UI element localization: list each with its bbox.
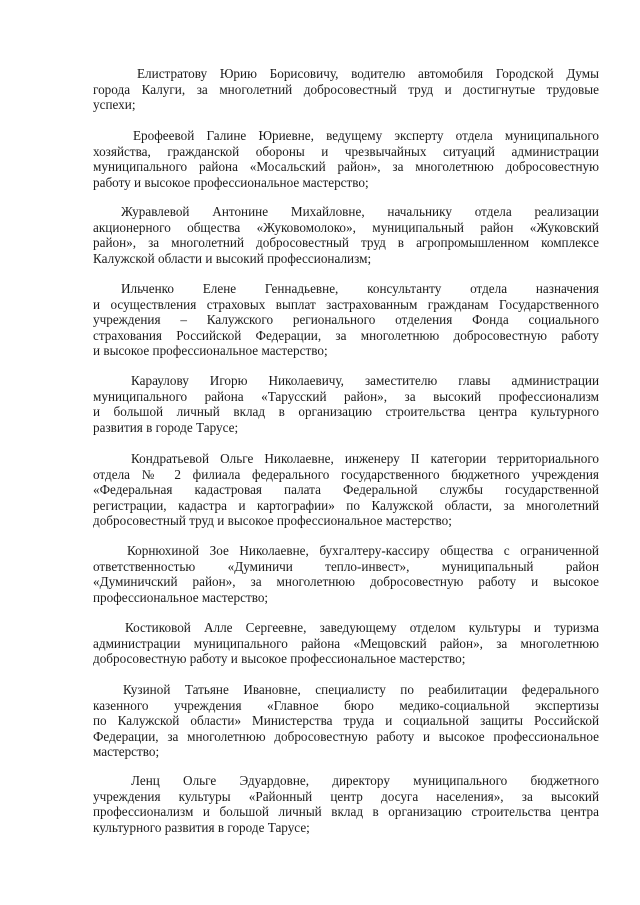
paragraph-line: Федерации, за многолетнюю добросовестную работу и высокое профессиональное bbox=[93, 728, 599, 744]
paragraph-line: культурного развития в городе Тарусе; bbox=[93, 819, 310, 835]
paragraph-line: страхования Российской Федерации, за многолетнюю добросовестную работу bbox=[93, 327, 599, 343]
paragraph-line: ответственностью «Думиничи тепло-инвест», муниципальный район bbox=[93, 558, 599, 574]
award-paragraph-kostikova bbox=[93, 620, 599, 667]
paragraph-line: казенного учреждения «Главное бюро медико-социальной экспертизы bbox=[93, 697, 599, 713]
paragraph-line: Ленц Ольге Эдуардовне, директору муниципального бюджетного bbox=[131, 773, 599, 788]
paragraph-line: добросовестный труд и высокое профессиональное мастерство; bbox=[93, 513, 452, 529]
award-paragraph-zhuravleva bbox=[93, 204, 599, 266]
paragraph-line: Кузиной Татьяне Ивановне, специалисту по реабилитации федерального bbox=[123, 682, 599, 697]
paragraph-line: Журавлевой Антонине Михайловне, начальнику отдела реализации bbox=[121, 204, 599, 219]
award-paragraph-elistratov bbox=[93, 66, 599, 113]
paragraph-line: учреждения – Калужского регионального отделения Фонда социального bbox=[93, 312, 599, 328]
paragraph-line: Калужской области и высокий профессионализм; bbox=[93, 250, 372, 266]
paragraph-line: акционерного общества «Жуковомолоко», муниципальный район «Жуковский bbox=[93, 219, 599, 235]
paragraph-line: «Думиничский район», за многолетнюю добросовестную работу и высокое bbox=[93, 574, 599, 590]
paragraph-line: Корнюхиной Зое Николаевне, бухгалтеру-кассиру общества с ограниченной bbox=[127, 543, 599, 558]
award-paragraph-kornyukhina bbox=[93, 543, 599, 605]
paragraph-line: хозяйства, гражданской обороны и чрезвычайных ситуаций администрации bbox=[93, 143, 599, 159]
paragraph-line: «Федеральная кадастровая палата Федеральной службы государственной bbox=[93, 482, 599, 498]
paragraph-line: и большой личный вклад в организацию строительства центра культурного bbox=[93, 404, 599, 420]
paragraph-line: города Калуги, за многолетний добросовестный труд и достигнутые трудовые bbox=[93, 81, 599, 97]
paragraph-line: Елистратову Юрию Борисовичу, водителю автомобиля Городской Думы bbox=[137, 66, 599, 81]
paragraph-line: и осуществления страховых выплат застрахованным гражданам Государственного bbox=[93, 296, 599, 312]
paragraph-line: и высокое профессиональное мастерство; bbox=[93, 343, 328, 359]
paragraph-line: отдела № 2 филиала федерального государственного бюджетного учреждения bbox=[93, 466, 599, 482]
paragraph-line: Ильченко Елене Геннадьевне, консультанту отдела назначения bbox=[121, 281, 599, 296]
paragraph-line: муниципального района «Тарусский район», за высокий профессионализм bbox=[93, 388, 599, 404]
paragraph-line: мастерство; bbox=[93, 744, 160, 760]
award-paragraph-ilchenko bbox=[93, 281, 599, 359]
paragraph-line: работу и высокое профессиональное мастерство; bbox=[93, 174, 369, 190]
paragraph-line: развития в городе Тарусе; bbox=[93, 419, 239, 435]
paragraph-line: профессионализм и большой личный вклад в организацию строительства центра bbox=[93, 804, 599, 820]
paragraph-line: Караулову Игорю Николаевичу, заместителю главы администрации bbox=[131, 373, 599, 388]
paragraph-line: профессиональное мастерство; bbox=[93, 589, 269, 605]
award-paragraph-lenc bbox=[93, 773, 599, 835]
paragraph-line: Ерофеевой Галине Юриевне, ведущему эксперту отдела муниципального bbox=[133, 128, 599, 143]
paragraph-line: регистрации, кадастра и картографии» по Калужской области, за многолетний bbox=[93, 497, 599, 513]
paragraph-line: успехи; bbox=[93, 97, 136, 113]
award-paragraph-erofeeva bbox=[93, 128, 599, 190]
paragraph-line: по Калужской области» Министерства труда и социальной защиты Российской bbox=[93, 713, 599, 729]
paragraph-line: добросовестную работу и высокое профессиональное мастерство; bbox=[93, 651, 466, 667]
paragraph-line: Костиковой Алле Сергеевне, заведующему отделом культуры и туризма bbox=[125, 620, 599, 635]
paragraph-line: администрации муниципального района «Мещовский район», за многолетнюю bbox=[93, 635, 599, 651]
paragraph-line: Кондратьевой Ольге Николаевне, инженеру II категории территориального bbox=[131, 451, 599, 466]
paragraph-line: район», за многолетний добросовестный труд в агропромышленном комплексе bbox=[93, 235, 599, 251]
award-paragraph-karaulov bbox=[93, 373, 599, 435]
paragraph-line: учреждения культуры «Районный центр досуга населения», за высокий bbox=[93, 788, 599, 804]
award-paragraph-kuzina bbox=[93, 682, 599, 760]
paragraph-line: муниципального района «Мосальский район», за многолетнюю добросовестную bbox=[93, 159, 599, 175]
award-paragraph-kondratieva bbox=[93, 451, 599, 529]
